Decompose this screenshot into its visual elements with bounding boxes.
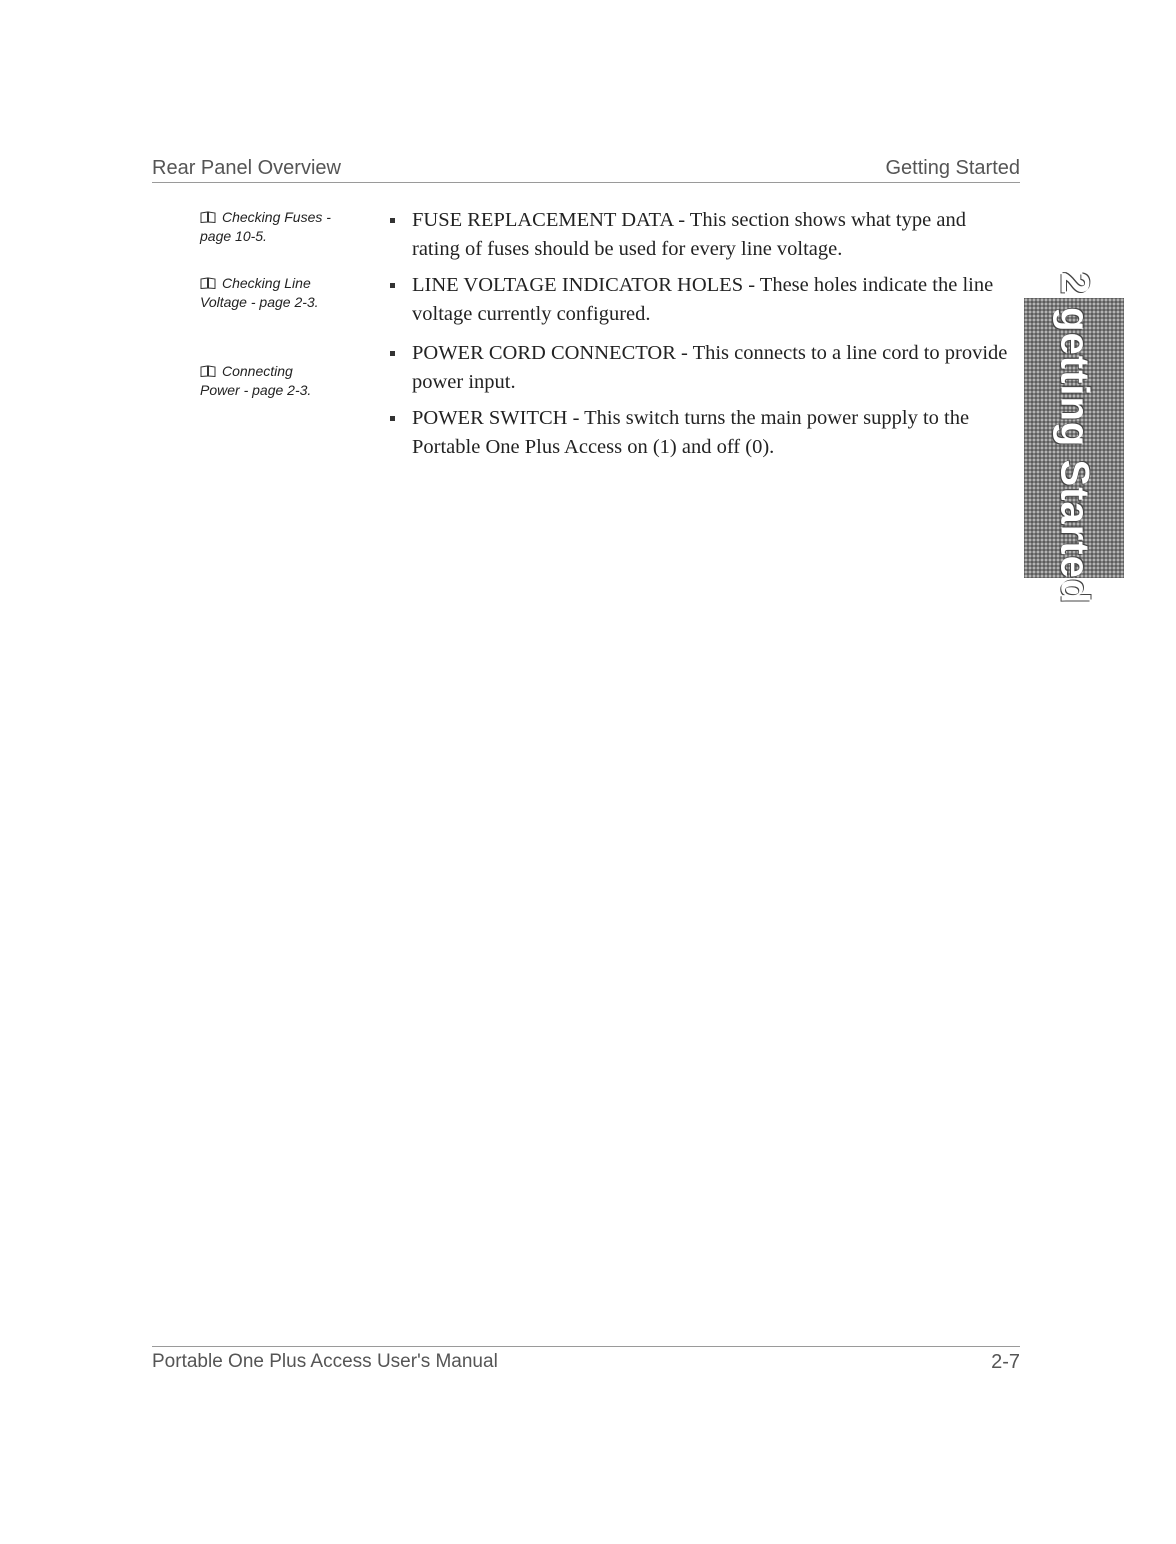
page-number: 2-7 <box>991 1351 1020 1373</box>
bullet-icon <box>390 218 395 223</box>
bullet-icon <box>390 283 395 288</box>
sidenote-connecting-power[interactable] <box>200 362 370 400</box>
list-item-text: FUSE REPLACEMENT DATA - This section shows what type and rating of fuses should be used for every line voltage. <box>412 209 966 260</box>
list-item <box>388 271 1008 329</box>
book-icon <box>200 365 216 377</box>
chapter-tab[interactable] <box>1024 271 1124 605</box>
book-icon <box>200 277 216 289</box>
page-header <box>152 150 1020 183</box>
page-footer <box>152 1346 1020 1385</box>
sidenote-line1: Checking Line <box>222 275 311 291</box>
section-title: Rear Panel Overview <box>152 157 341 179</box>
sidenote-line2: Power - page 2-3. <box>200 382 312 398</box>
manual-title: Portable One Plus Access User's Manual <box>152 1351 498 1372</box>
sidenote-line1: Connecting <box>222 363 293 379</box>
chapter-tab-label: 2 getting Started <box>1052 271 1097 605</box>
list-item <box>388 206 1008 264</box>
list-item <box>388 339 1008 397</box>
list-item-text: POWER SWITCH - This switch turns the main power supply to the Portable One Plus Access on (1) and off (0). <box>412 407 970 458</box>
list-item-text: LINE VOLTAGE INDICATOR HOLES - These holes indicate the line voltage currently configured. <box>412 274 994 325</box>
book-icon <box>200 211 216 223</box>
sidenote-line2: Voltage - page 2-3. <box>200 294 319 310</box>
chapter-title: Getting Started <box>885 157 1020 179</box>
bullet-icon <box>390 351 395 356</box>
sidenote-checking-line-voltage[interactable] <box>200 274 370 312</box>
sidenote-checking-fuses[interactable] <box>200 208 370 246</box>
sidenote-line1: Checking Fuses - <box>222 209 331 225</box>
list-item-text: POWER CORD CONNECTOR - This connects to a line cord to provide power input. <box>412 342 1008 393</box>
bullet-list <box>388 206 1008 469</box>
sidenote-line2: page 10-5. <box>200 228 267 244</box>
list-item <box>388 404 1008 462</box>
bullet-icon <box>390 416 395 421</box>
